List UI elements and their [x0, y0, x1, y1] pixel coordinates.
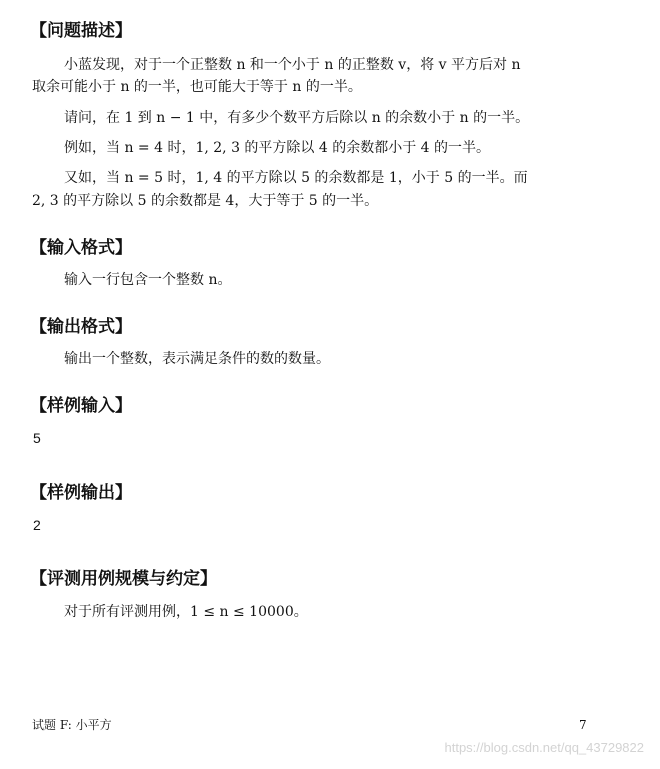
heading-output-format: 【输出格式】 [30, 317, 132, 337]
heading-description: 【问题描述】 [30, 21, 132, 41]
input-format-text: 输入一行包含一个整数 n。 [64, 272, 232, 288]
footer-title: 试题 F: 小平方 [32, 718, 112, 732]
constraints-text: 对于所有评测用例，1 ≤ n ≤ 10000。 [64, 604, 308, 620]
watermark: https://blog.csdn.net/qq_43729822 [444, 740, 644, 755]
description-line-1: 小蓝发现，对于一个正整数 n 和一个小于 n 的正整数 v，将 v 平方后对 n [64, 57, 521, 73]
description-line-5: 又如，当 n = 5 时，1, 4 的平方除以 5 的余数都是 1，小于 5 的一半。而 [64, 170, 528, 186]
description-line-4: 例如，当 n = 4 时，1, 2, 3 的平方除以 4 的余数都小于 4 的一半。 [64, 140, 491, 156]
page-number: 7 [579, 718, 587, 732]
description-line-2: 取余可能小于 n 的一半，也可能大于等于 n 的一半。 [32, 79, 362, 95]
output-format-text: 输出一个整数，表示满足条件的数的数量。 [64, 351, 330, 367]
description-line-3: 请问，在 1 到 n − 1 中，有多少个数平方后除以 n 的余数小于 n 的一半。 [64, 110, 530, 126]
heading-constraints: 【评测用例规模与约定】 [30, 569, 217, 589]
heading-sample-input: 【样例输入】 [30, 396, 132, 416]
sample-input-value: 5 [33, 430, 41, 446]
description-line-6: 2, 3 的平方除以 5 的余数都是 4，大于等于 5 的一半。 [32, 193, 379, 209]
heading-input-format: 【输入格式】 [30, 238, 132, 258]
heading-sample-output: 【样例输出】 [30, 483, 132, 503]
sample-output-value: 2 [33, 517, 41, 533]
